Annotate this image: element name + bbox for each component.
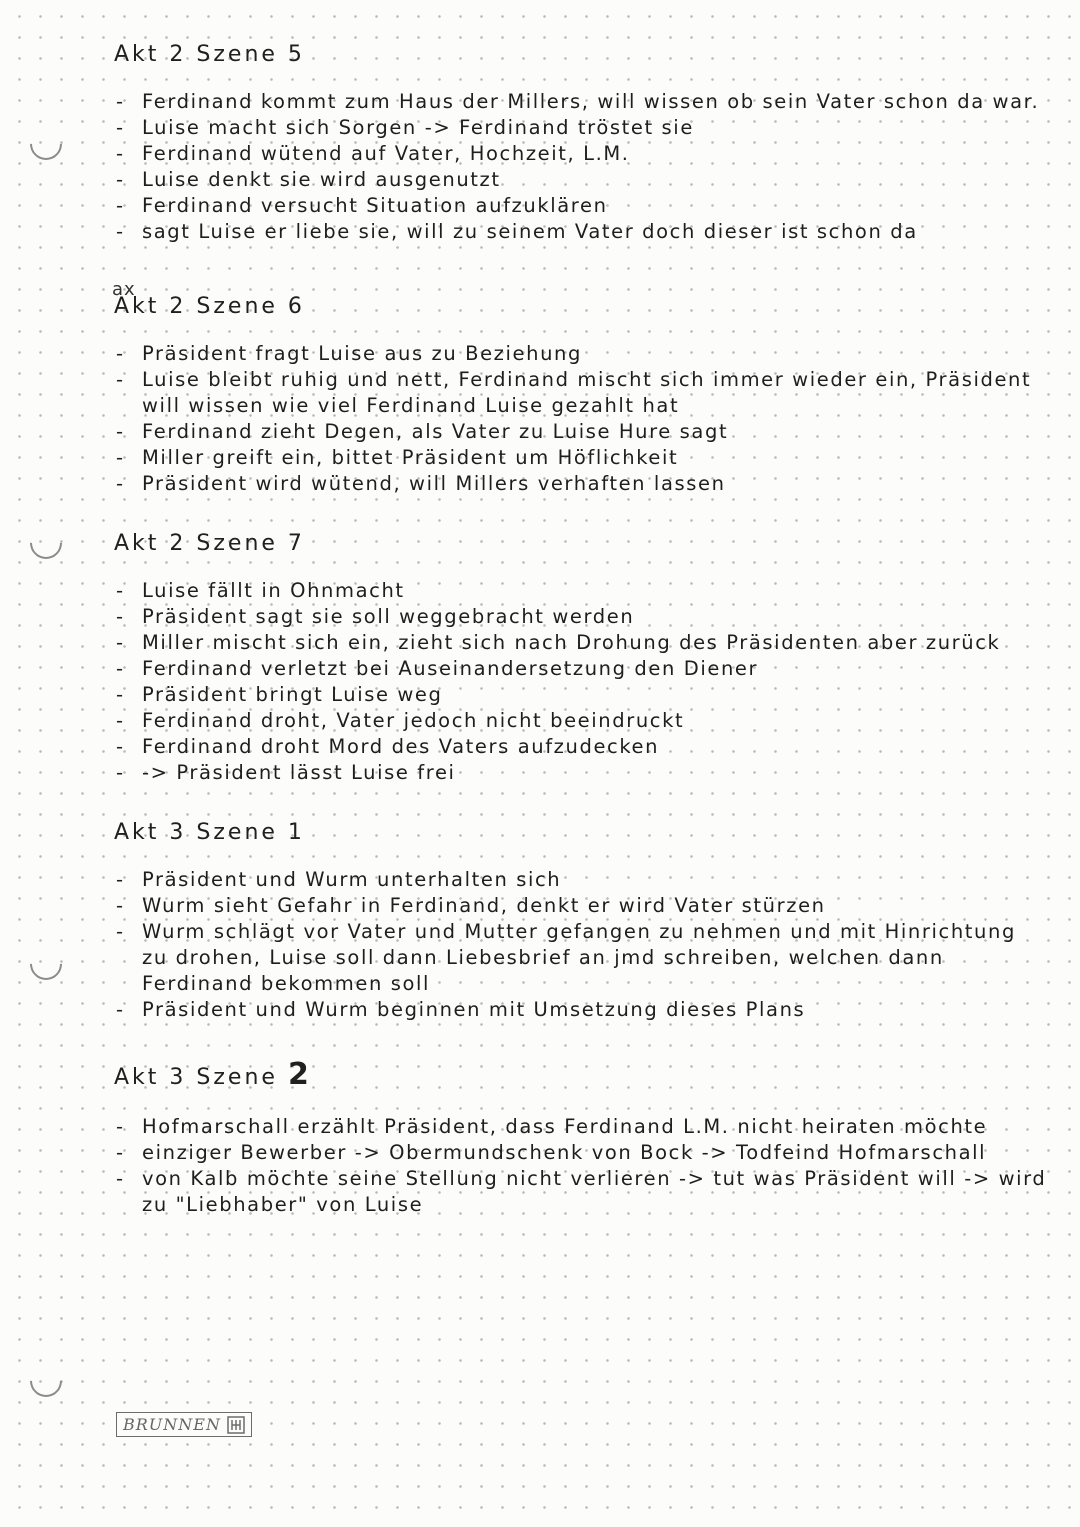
list-item: - Wurm sieht Gefahr in Ferdinand, denkt er wird Vater stürzen [112,893,1047,919]
list-item: - Ferdinand wütend auf Vater, Hochzeit, L.M. [112,141,1047,167]
list-item: - Miller greift ein, bittet Präsident um Höflichkeit [112,445,1047,471]
notes-content [112,42,1047,1252]
punch-hole [23,1358,68,1403]
brand-mark-icon [227,1416,245,1434]
list-item: - Präsident und Wurm beginnen mit Umsetzung dieses Plans [112,997,1047,1023]
list-item: - Ferdinand versucht Situation aufzuklären [112,193,1047,219]
bullet-list [112,341,1047,497]
list-item: - Präsident und Wurm unterhalten sich [112,867,1047,893]
list-item: - Luise bleibt ruhig und nett, Ferdinand mischt sich immer wieder ein, Präsident will wissen wie viel Ferdinand Luise gezahlt hat [112,367,1047,419]
list-item: - Präsident bringt Luise weg [112,682,1047,708]
list-item: - sagt Luise er liebe sie, will zu seinem Vater doch dieser ist schon da [112,219,1047,245]
section-heading-number: 2 [287,1057,312,1092]
bullet-list [112,1114,1047,1218]
list-item: - Wurm schlägt vor Vater und Mutter gefangen zu nehmen und mit Hinrichtung zu drohen, Luise soll dann Liebesbrief an jmd schreiben, welchen dann Ferdinand bekommen soll [112,919,1047,997]
list-item: - Ferdinand zieht Degen, als Vater zu Luise Hure sagt [112,419,1047,445]
bullet-list [112,578,1047,786]
section-heading: Akt 2 Szene 7 [114,531,305,556]
section-akt3-szene1 [112,820,1047,1023]
list-item: - -> Präsident lässt Luise frei [112,760,1047,786]
list-item: - Ferdinand verletzt bei Auseinandersetzung den Diener [112,656,1047,682]
list-item: - Ferdinand droht, Vater jedoch nicht beeindruckt [112,708,1047,734]
list-item: - Hofmarschall erzählt Präsident, dass Ferdinand L.M. nicht heiraten möchte [112,1114,1047,1140]
scribble-note: ax [112,279,136,300]
brand-name: BRUNNEN [123,1415,221,1434]
list-item: - Luise denkt sie wird ausgenutzt [112,167,1047,193]
list-item: - einziger Bewerber -> Obermundschenk von Bock -> Todfeind Hofmarschall [112,1140,1047,1166]
section-akt3-szene2 [112,1057,1047,1218]
section-heading: Akt 3 Szene 1 [114,820,305,845]
section-heading: Akt 2 Szene 6 [114,294,305,319]
punch-hole [23,121,68,166]
section-akt2-szene7 [112,531,1047,786]
list-item: - Präsident wird wütend, will Millers verhaften lassen [112,471,1047,497]
section-heading: Akt 2 Szene 5 [114,42,305,67]
section-heading-prefix: Akt 3 Szene [114,1065,278,1090]
punch-hole [23,520,68,565]
bullet-list [112,867,1047,1023]
list-item: - Präsident fragt Luise aus zu Beziehung [112,341,1047,367]
section-akt2-szene6 [112,294,1047,497]
list-item: - Ferdinand droht Mord des Vaters aufzudecken [112,734,1047,760]
brand-logo [116,1412,252,1437]
list-item: - Luise fällt in Ohnmacht [112,578,1047,604]
list-item: - Luise macht sich Sorgen -> Ferdinand tröstet sie [112,115,1047,141]
section-heading [114,1057,1047,1092]
section-akt2-szene5 [112,42,1047,245]
list-item: - Miller mischt sich ein, zieht sich nach Drohung des Präsidenten aber zurück [112,630,1047,656]
list-item: - von Kalb möchte seine Stellung nicht verlieren -> tut was Präsident will -> wird zu "Liebhaber" von Luise [112,1166,1047,1218]
list-item: - Ferdinand kommt zum Haus der Millers, will wissen ob sein Vater schon da war. [112,89,1047,115]
punch-hole [23,941,68,986]
bullet-list [112,89,1047,245]
list-item: - Präsident sagt sie soll weggebracht werden [112,604,1047,630]
